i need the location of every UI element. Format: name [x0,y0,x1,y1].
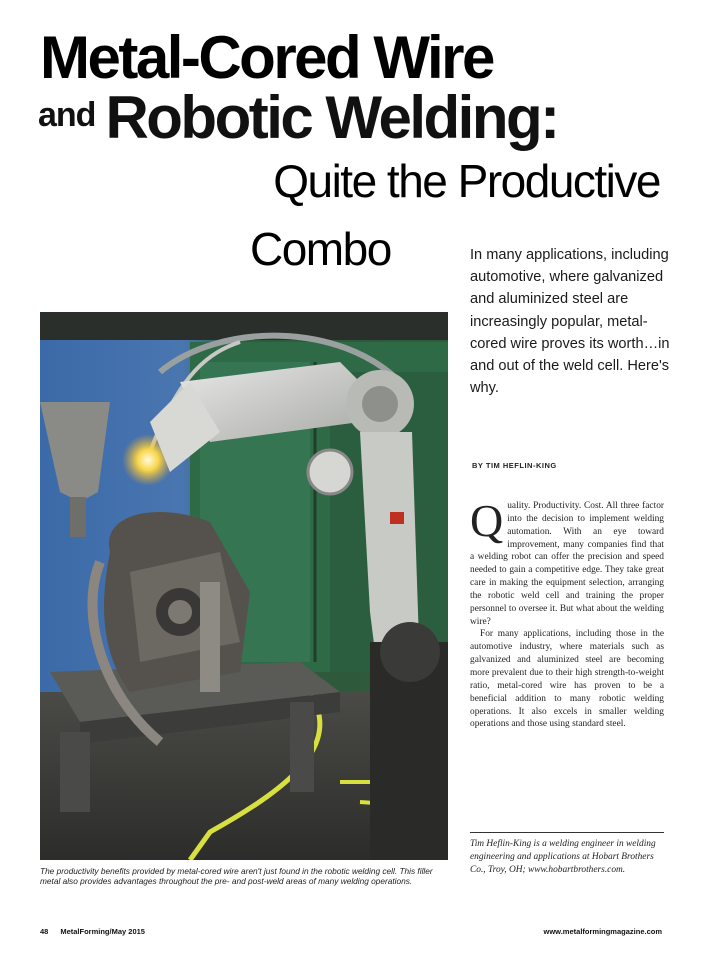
headline-line-1: Metal-Cored Wire [40,24,493,91]
headline-line-2 [38,84,558,152]
headline-robotic-welding: Robotic Welding: [105,84,558,151]
body-paragraph-1: uality. Productivity. Cost. All three factor into the decision to implement welding automation. With an eye toward improvement, many companies find that a welding robot can offer the precision and speed needed to gain a competitive edge. They take great care in making the equipment selection, arranging the robotic weld cell and training the proper personnel to oversee it. But what about the welding wire? [470,501,664,627]
byline: BY TIM HEFLIN-KING [472,461,557,470]
body-paragraph-2: For many applications, including those in the automotive industry, where materials such as galvanized and aluminized steel are becoming more prevalent due to their high strength-to-weight ratio, metal-cored wire has proven to be a beneficial addition to many robotic welding operations. It also excels in smaller welding operations and those using standard steel. [470,629,664,730]
author-bio: Tim Heflin-King is a welding engineer in welding engineering and applications at Hobart Brothers Co., Troy, OH; www.hobartbrothers.com. [470,839,656,875]
photo-caption: The productivity benefits provided by metal-cored wire aren't just found in the robotic welding cell. This filler metal also provides advantages throughout the pre- and post-weld areas of many welding operations. [40,866,433,887]
welding-robot-photo [40,312,448,860]
footer-url[interactable]: www.metalformingmagazine.com [543,927,662,936]
issue-label: MetalForming/May 2015 [60,927,145,936]
subhead-line-2: Combo [250,223,391,275]
drop-cap: Q [470,495,504,546]
footer-left [40,927,145,936]
page-number: 48 [40,927,49,936]
headline-and: and [38,96,96,134]
article-body [470,495,664,731]
bio-divider [470,832,664,833]
deck-text: In many applications, including automotive, where galvanized and aluminized steel are increasingly popular, metal-cored wire proves its worth…in and out of the weld cell. Here's why. [470,247,670,397]
subhead-line-1: Quite the Productive [273,155,660,207]
